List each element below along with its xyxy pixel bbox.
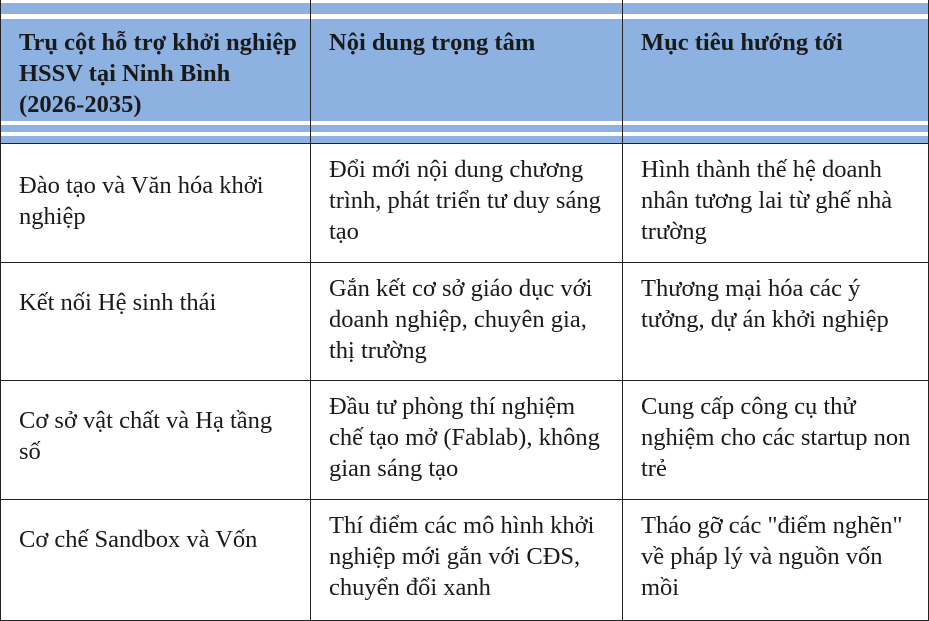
header-text: Nội dung trọng tâm xyxy=(329,29,536,56)
table-cell: Thương mại hóa các ý tưởng, dự án khởi nghiệp xyxy=(623,263,929,381)
header-cell-content xyxy=(311,0,623,144)
table-cell: Thí điểm các mô hình khởi nghiệp mới gắn với CĐS, chuyển đổi xanh xyxy=(311,500,623,621)
table-cell: Gắn kết cơ sở giáo dục với doanh nghiệp, chuyên gia, thị trường xyxy=(311,263,623,381)
table-cell: Đầu tư phòng thí nghiệm chế tạo mở (Fablab), không gian sáng tạo xyxy=(311,381,623,500)
header-text: Mục tiêu hướng tới xyxy=(641,29,843,56)
table-cell: Cung cấp công cụ thử nghiệm cho các startup non trẻ xyxy=(623,381,929,500)
table-cell: Đào tạo và Văn hóa khởi nghiệp xyxy=(0,144,311,263)
table-cell: Kết nối Hệ sinh thái xyxy=(0,263,311,381)
table-cell: Cơ chế Sandbox và Vốn xyxy=(0,500,311,621)
table-cell: Tháo gỡ các "điểm nghẽn" về pháp lý và nguồn vốn mồi xyxy=(623,500,929,621)
header-cell-pillar xyxy=(0,0,311,144)
header-cell-goal xyxy=(623,0,929,144)
table-cell: Đổi mới nội dung chương trình, phát triển tư duy sáng tạo xyxy=(311,144,623,263)
header-text: Trụ cột hỗ trợ khởi nghiệp HSSV tại Ninh Bình (2026-2035) xyxy=(19,29,297,118)
table-cell: Hình thành thế hệ doanh nhân tương lai từ ghế nhà trường xyxy=(623,144,929,263)
table-cell: Cơ sở vật chất và Hạ tầng số xyxy=(0,381,311,500)
